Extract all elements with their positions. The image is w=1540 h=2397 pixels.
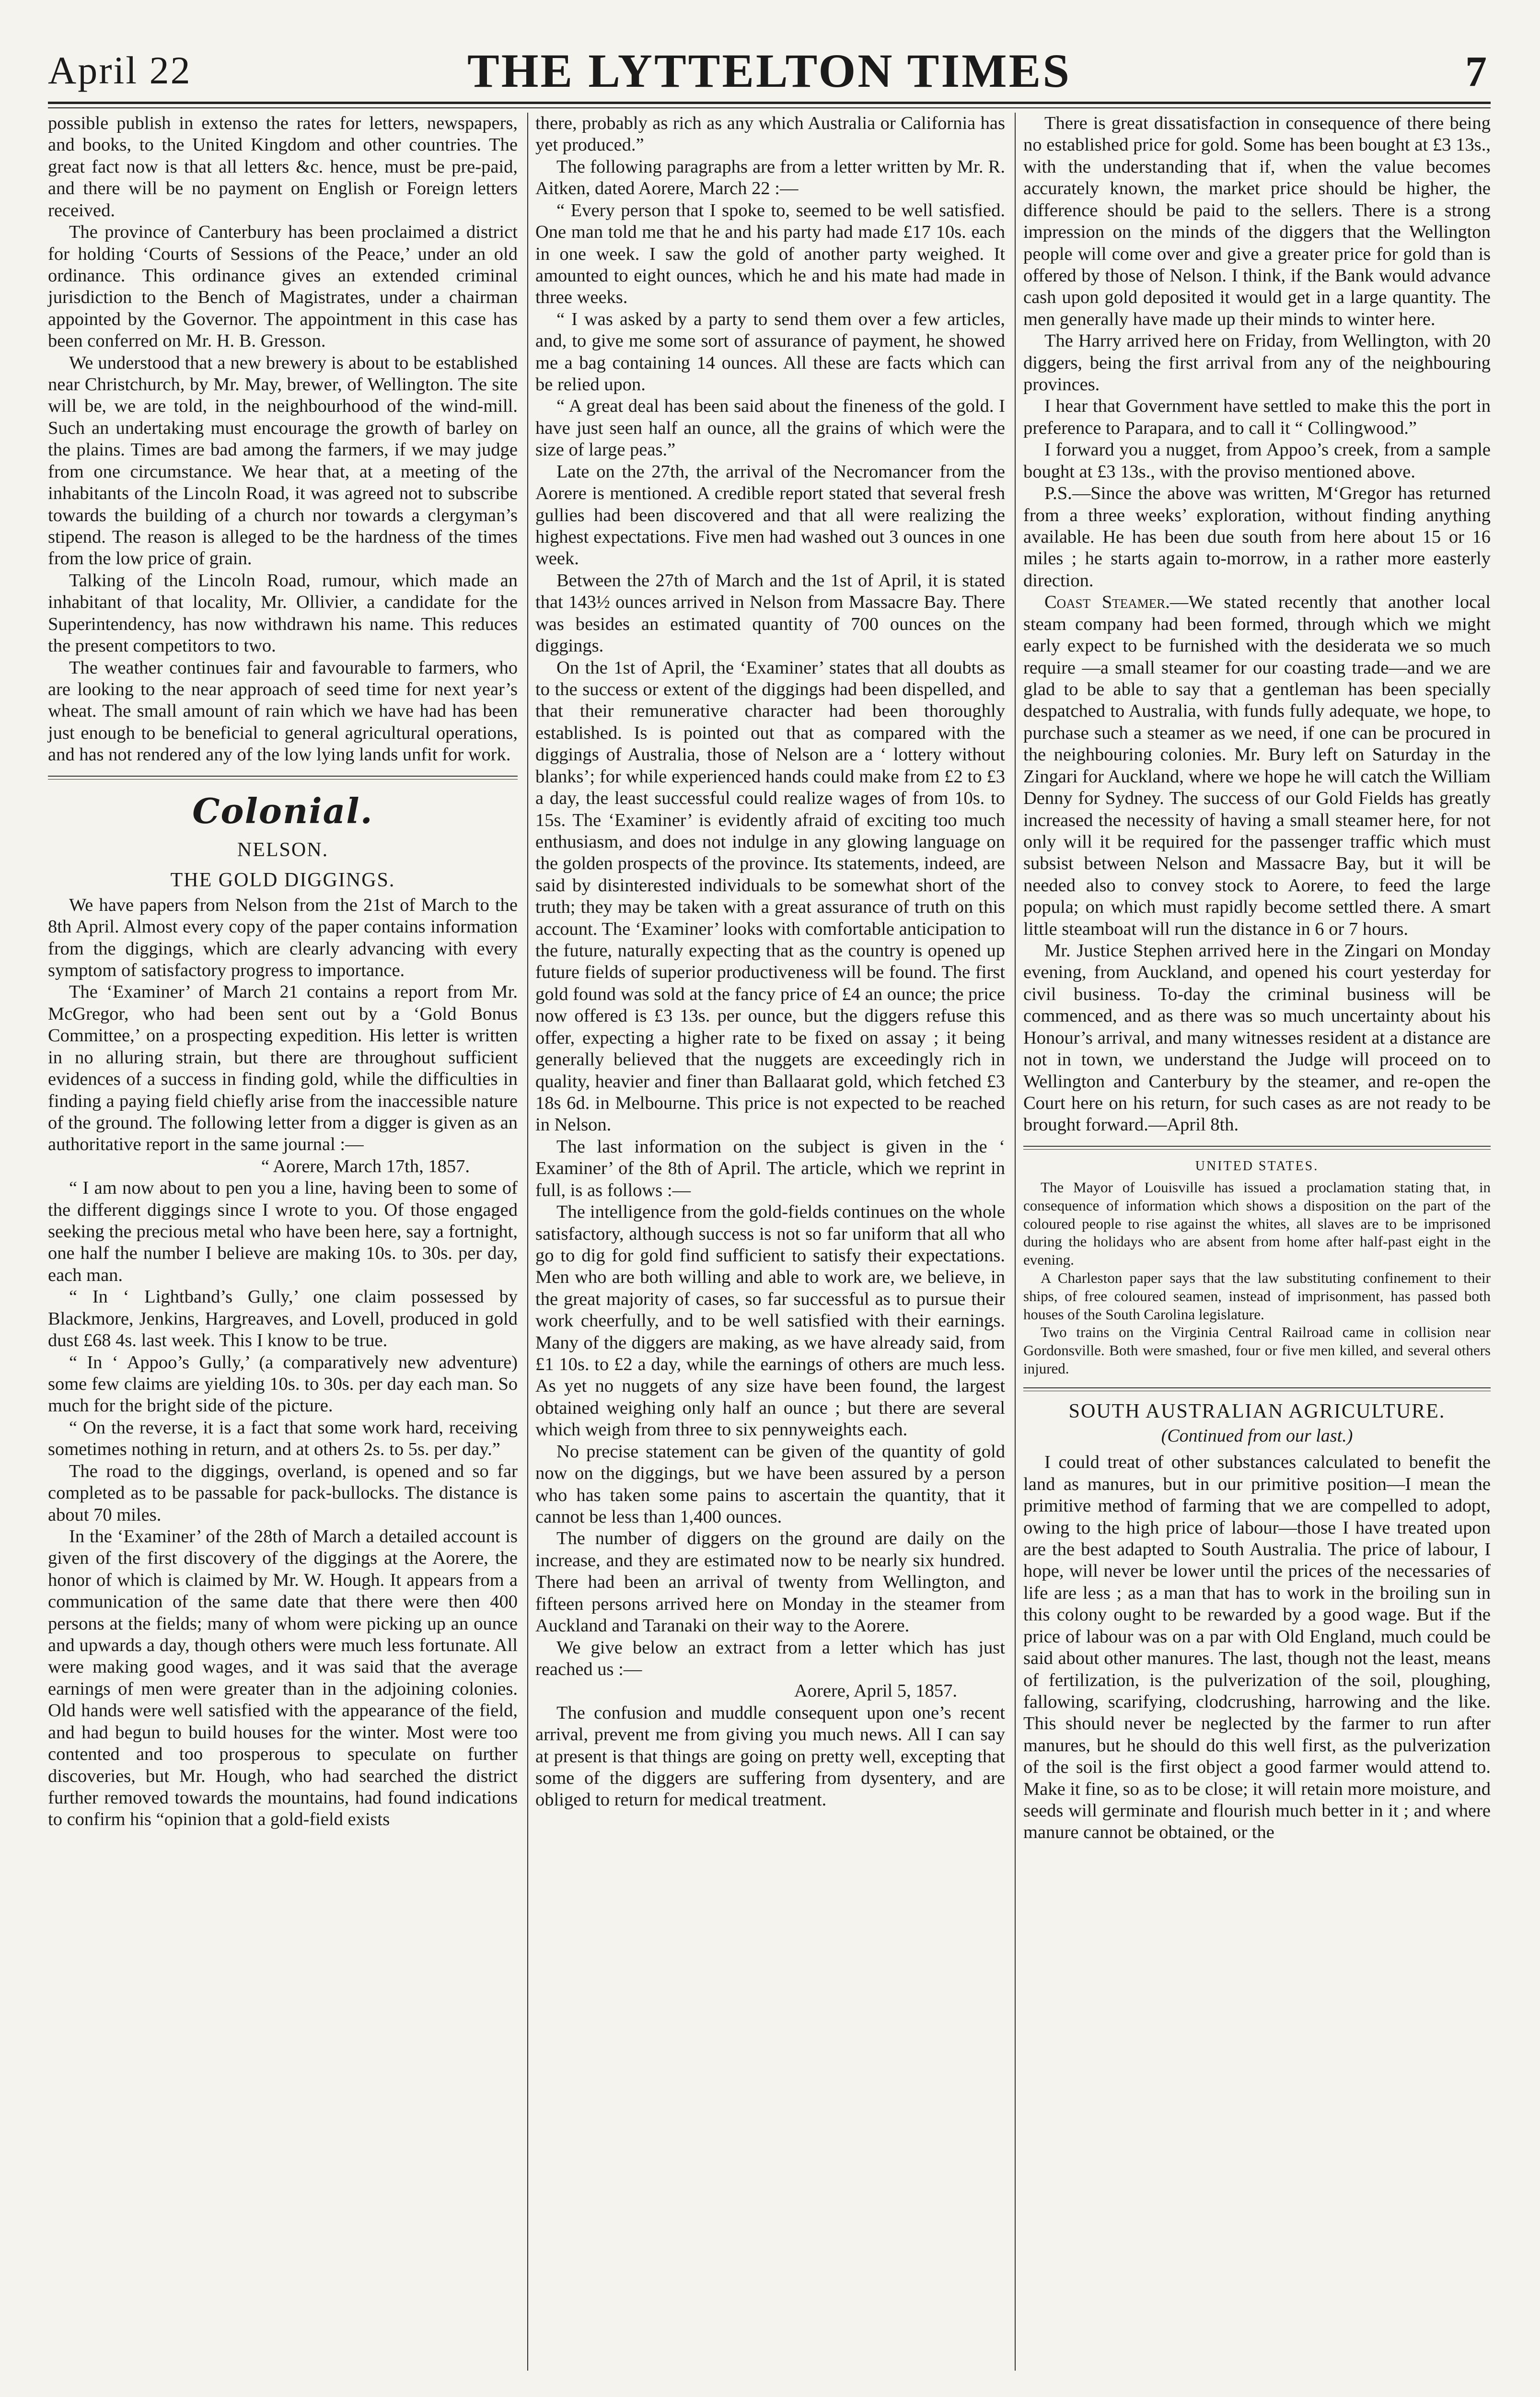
run-in-heading: Coast Steamer. — [1044, 592, 1170, 613]
paragraph: In the ‘Examiner’ of the 28th of March a detailed account is given of the first discovery of the diggings at the Aorere, the honor of which is claimed by Mr. W. Hough. It appears from a communication of the same date that there were then 400 persons at the fields; many of whom were picking up an ounce and upwards a day, though others were much less fortunate. All were making good wages, and it was said that the average earnings of men were greater than in the adjoining colonies. Old hands were well satisfied with the appearance of the field, and had begun to build houses for the winter. Most were too contented and too prosperous to speculate on further discoveries, but Mr. Hough, who had searched the district further removed towards the mountains, had found indications to confirm his “opinion that a gold-field exists — [48, 1526, 518, 1830]
paragraph: The number of diggers on the ground are daily on the increase, and they are estimated now to be nearly six hundred. There had been an arrival of twenty from Wellington, and fifteen persons arrived here on Monday in the steamer from Auckland and Taranaki on their way to the Aorere. — [535, 1528, 1005, 1636]
paragraph: there, probably as rich as any which Australia or California has yet produced.” — [535, 113, 1005, 155]
page-number: 7 — [1465, 48, 1487, 95]
article-heading: SOUTH AUSTRALIAN AGRICULTURE. — [1068, 1400, 1446, 1422]
paragraph: The confusion and muddle consequent upon one’s recent arrival, prevent me from giving you much news. All I can say at present is that things are going on pretty well, excepting that some of the diggers are suffering from dysentery, and are obliged to return for medical treatment. — [535, 1702, 1005, 1810]
paragraph: possible publish in extenso the rates for letters, newspapers, and books, to the United Kingdom and other countries. The great fact now is that all letters &c. hence, must be pre-paid, and there will be no payment on English or Foreign letters received. — [48, 113, 518, 221]
article-heading: NELSON. — [237, 838, 329, 861]
paragraph: The last information on the subject is given in the ‘ Examiner’ of the 8th of April. The article, which we reprint in full, is as follows :— — [535, 1136, 1005, 1200]
paragraph: “ On the reverse, it is a fact that some work hard, receiving sometimes nothing in return, and at others 2s. to 5s. per day.” — [48, 1417, 518, 1460]
paragraph — [1023, 592, 1491, 940]
letter-dateline: “ Aorere, March 17th, 1857. — [261, 1156, 470, 1176]
column-divider — [527, 113, 528, 2371]
column-1 — [48, 113, 518, 1831]
paragraph: We understood that a new brewery is about to be established near Christchurch, by Mr. May, brewer, of Wellington. The site will be, we are told, in the neighbourhood of the wind-mill. Such an undertaking must encourage the growth of barley on the plains. Times are bad among the farmers, if we may judge from one circumstance. We hear that, at a meeting of the inhabitants of the Lincoln Road, it was agreed not to subscribe towards the building of a church nor towards a clergyman’s stipend. The reason is alleged to be the hardness of the times from the low price of grain. — [48, 352, 518, 569]
issue-date: April 22 — [48, 48, 192, 92]
section-divider — [1023, 1146, 1491, 1150]
paragraph: We have papers from Nelson from the 21st of March to the 8th April. Almost every copy of the paper contains information from the diggings, which are clearly advancing with every symptom of satisfactory progress to importance. — [48, 895, 518, 980]
newspaper-title: THE LYTTELTON TIMES — [467, 44, 1071, 97]
section-divider — [1023, 1387, 1491, 1391]
paragraph: The weather continues fair and favourable to farmers, who are looking to the near approach of seed time for next year’s wheat. The small amount of rain which we have had has been just enough to be beneficial to general agricultural operations, and has not rendered any of the low lying lands unfit for work. — [48, 657, 518, 765]
paragraph: I could treat of other substances calculated to benefit the land as manures, but in our primitive position—I mean the primitive method of farming that we are compelled to adopt, owing to the high price of labour—those I have treated upon are the best adapted to South Australia. The price of labour, I hope, will never be lower until the prices of the necessaries of life are less ; as a man that has to work in the broiling sun in this colony ought to be rewarded by a good wage. But if the price of labour was on a par with Old England, much could be said about other manures. The last, though not the least, means of fertilization, is the pulverization of the soil, ploughing, fallowing, scarifying, clodcrushing, harrowing and the like. This should never be neglected by the farmer to run after manures, but he should do this well first, as the pulverization of the soil is the first object a good farmer would attend to. Make it fine, so as to be close; it will retain more moisture, and seeds will germinate and flourish much better in it ; and where manure cannot be obtained, or the — [1023, 1452, 1491, 1843]
united-states-news — [1023, 1158, 1491, 1378]
paragraph: “ In ‘ Appoo’s Gully,’ (a comparatively new adventure) some few claims are yielding 10s. to 30s. per day each man. So much for the bright side of the picture. — [48, 1352, 518, 1416]
column-divider — [1015, 113, 1016, 2371]
paragraph: “ I am now about to pen you a line, having been to some of the different diggings since I wrote to you. Of those engaged seeking the precious metal who have been here, say a fortnight, one half the number I believe are making 10s. to 30s. per day, each man. — [48, 1178, 518, 1285]
section-divider — [48, 776, 518, 780]
paragraph: The Harry arrived here on Friday, from Wellington, with 20 diggers, being the first arrival from any of the neighbouring provinces. — [1023, 331, 1491, 395]
masthead-rule-thin — [48, 107, 1491, 108]
paragraph: The Mayor of Louisville has issued a proclamation stating that, in consequence of information which shows a disposition on the part of the coloured people to rise against the whites, all slaves are to be imprisoned during the holidays who are absent from home after half-past eight in the evening. — [1023, 1178, 1491, 1268]
paragraph: The province of Canterbury has been proclaimed a district for holding ‘Courts of Sessions of the Peace,’ under an old ordinance. This ordinance gives an extended criminal jurisdiction to the Bench of Magistrates, under a chairman appointed by the Governor. The appointment in this case has been conferred on Mr. H. B. Gresson. — [48, 222, 518, 351]
paragraph: On the 1st of April, the ‘Examiner’ states that all doubts as to the success or extent of the diggings had been dispelled, and that their remunerative character had been thoroughly established. Is is pointed out that as compared with the diggings of Australia, those of Nelson are a ‘ lottery without blanks’; for while experienced hands could make from £2 to £3 a day, the least successful could realize wages of from 10s. to 15s. The ‘Examiner’ is evidently afraid of exciting too much enthusiasm, and does not indulge in any glowing language on the golden prospects of the province. Its statements, indeed, are said by disinterested individuals to be somewhat short of the truth; they may be taken with a great assurance of truth on this account. The ‘Examiner’ looks with comfortable anticipation to the future, naturally expecting that as the country is opened up future fields of superior productiveness will be found. The first gold found was sold at the fancy price of £4 an ounce; the price now offered is £3 13s. per ounce, but the diggers refuse this offer, expecting a higher rate to be fixed on assay ; it being generally believed that the nuggets are exceedingly rich in quality, heavier and finer than Ballaarat gold, which fetched £3 18s 6d. in Melbourne. This price is not expected to be reached in Nelson. — [535, 657, 1005, 1135]
article-heading: UNITED STATES. — [1195, 1158, 1319, 1174]
section-heading: Colonial. — [192, 790, 373, 831]
masthead-rule — [48, 102, 1491, 104]
column-3 — [1023, 113, 1491, 1844]
paragraph: There is great dissatisfaction in consequence of there being no established price for gold. Some has been bought at £3 13s., with the understanding that if, when the value becomes accurately known, the market price should be higher, the difference should be paid to the sellers. There is a strong impression on the minds of the diggers that the Wellington people will come over and give a greater price for gold than is offered by those of Nelson. I think, if the Bank would advance cash upon gold deposited it would get in a large quantity. The men generally have made up their minds to winter here. — [1023, 113, 1491, 329]
article-subheading: (Continued from our last.) — [1161, 1426, 1353, 1446]
column-2 — [535, 113, 1005, 1811]
paragraph: The intelligence from the gold-fields continues on the whole satisfactory, although success is not so far uniform that all who go to dig for gold find sufficient to satisfy their expectations. Men who are both willing and able to work are, we believe, in the great majority of cases, so far successful as to pursue their work cheerfully, and to be well satisfied with their earnings. Many of the diggers are making, as we have already said, from £1 10s. to £2 a day, while the earnings of others are much less. As yet no nuggets of any size have been found, the largest obtained weighing only half an ounce ; but there are several which weigh from three to six pennyweights each. — [535, 1202, 1005, 1440]
paragraph: Late on the 27th, the arrival of the Necromancer from the Aorere is mentioned. A credible report stated that several fresh gullies had been discovered and that all were realizing the highest expectations. Five men had washed out 3 ounces in one week. — [535, 461, 1005, 569]
masthead — [48, 43, 1491, 101]
paragraph: The ‘Examiner’ of March 21 contains a report from Mr. McGregor, who had been sent out by a ‘Gold Bonus Committee,’ on a prospecting expedition. His letter is written in no alluring strain, but there are throughout sufficient evidences of a success in finding gold, while the difficulties in finding a paying field chiefly arise from the inaccessible nature of the ground. The following letter from a digger is given as an authoritative report in the same journal :— — [48, 982, 518, 1155]
paragraph: Talking of the Lincoln Road, rumour, which made an inhabitant of that locality, Mr. Ollivier, a candidate for the Superintendency, has now withdrawn his name. This reduces the present competitors to two. — [48, 570, 518, 656]
letter-dateline: Aorere, April 5, 1857. — [794, 1681, 957, 1701]
paragraph: Two trains on the Virginia Central Railroad came in collision near Gordonsville. Both were smashed, four or five men killed, and several others injured. — [1023, 1324, 1491, 1377]
paragraph: Between the 27th of March and the 1st of April, it is stated that 143½ ounces arrived in Nelson from Massacre Bay. There was besides an estimated quantity of 700 ounces on the diggings. — [535, 570, 1005, 656]
paragraph: “ A great deal has been said about the fineness of the gold. I have just seen half an ounce, all the grains of which were the size of large peas.” — [535, 396, 1005, 460]
paragraph: I hear that Government have settled to make this the port in preference to Parapara, and to call it “ Collingwood.” — [1023, 396, 1491, 438]
paragraph: The following paragraphs are from a letter written by Mr. R. Aitken, dated Aorere, March 22 :— — [535, 156, 1005, 199]
paragraph: “ I was asked by a party to send them over a few articles, and, to give me some sort of assurance of payment, he showed me a bag containing 14 ounces. All these are facts which can be relied upon. — [535, 309, 1005, 395]
paragraph: P.S.—Since the above was written, M‘Gregor has returned from a three weeks’ exploration, without finding anything available. He has been due south from here about 15 or 16 miles ; he starts again to-morrow, in a rather more easterly direction. — [1023, 483, 1491, 591]
paragraph: “ In ‘ Lightband’s Gully,’ one claim possessed by Blackmore, Jenkins, Hargreaves, and Lovell, produced in gold dust £68 4s. last week. This I know to be true. — [48, 1287, 518, 1351]
paragraph: “ Every person that I spoke to, seemed to be well satisfied. One man told me that he and his party had made £17 10s. each in one week. I saw the gold of another party weighed. It amounted to eight ounces, which he and his mate had made in three weeks. — [535, 200, 1005, 308]
paragraph: I forward you a nugget, from Appoo’s creek, from a sample bought at £3 13s., with the proviso mentioned above. — [1023, 440, 1491, 482]
paragraph-text: —We stated recently that another local steam company had been formed, through which we might early expect to be furnished with the desiderata we so much require —a small steamer for our coasting trade—and we are glad to be able to say that a gentleman has been specially despatched to Australia, with funds fully adequate, we hope, to purchase such a steamer as we need, if one can be procured in the neighbouring colonies. Mr. Bury left on Saturday in the Zingari for Auckland, where we hope he will catch the William Denny for Sydney. The success of our Gold Fields has greatly increased the necessity of having a small steamer here, for not only will it be required for the passenger traffic which must subsist between Nelson and Massacre Bay, but it will be needed also to convey stock to Aorere, to feed the large popula; on which must rapidly become settled there. A smart little steamboat will run the distance in 6 or 7 hours. — [1023, 592, 1491, 939]
paragraph: Mr. Justice Stephen arrived here in the Zingari on Monday evening, from Auckland, and opened his court yesterday for civil business. To-day the criminal business will be commenced, and as there was so much uncertainty about his Honour’s arrival, and many witnesses resident at a distance are not in town, we understand the Judge will proceed on to Wellington and Canterbury by the steamer, and re-open the Court here on his return, for such cases as are not ready to be brought forward.—April 8th. — [1023, 941, 1491, 1135]
paragraph: No precise statement can be given of the quantity of gold now on the diggings, but we have been assured by a person who has taken some pains to ascertain the quantity, that it cannot be less than 1,400 ounces. — [535, 1441, 1005, 1527]
paragraph: We give below an extract from a letter which has just reached us :— — [535, 1637, 1005, 1679]
paragraph: A Charleston paper says that the law substituting confinement to their ships, of free coloured seamen, instead of imprisonment, has passed both houses of the South Carolina legislature. — [1023, 1269, 1491, 1323]
article-subheading: THE GOLD DIGGINGS. — [170, 869, 395, 892]
paragraph: The road to the diggings, overland, is opened and so far completed as to be passable for pack-bullocks. The distance is about 70 miles. — [48, 1461, 518, 1525]
